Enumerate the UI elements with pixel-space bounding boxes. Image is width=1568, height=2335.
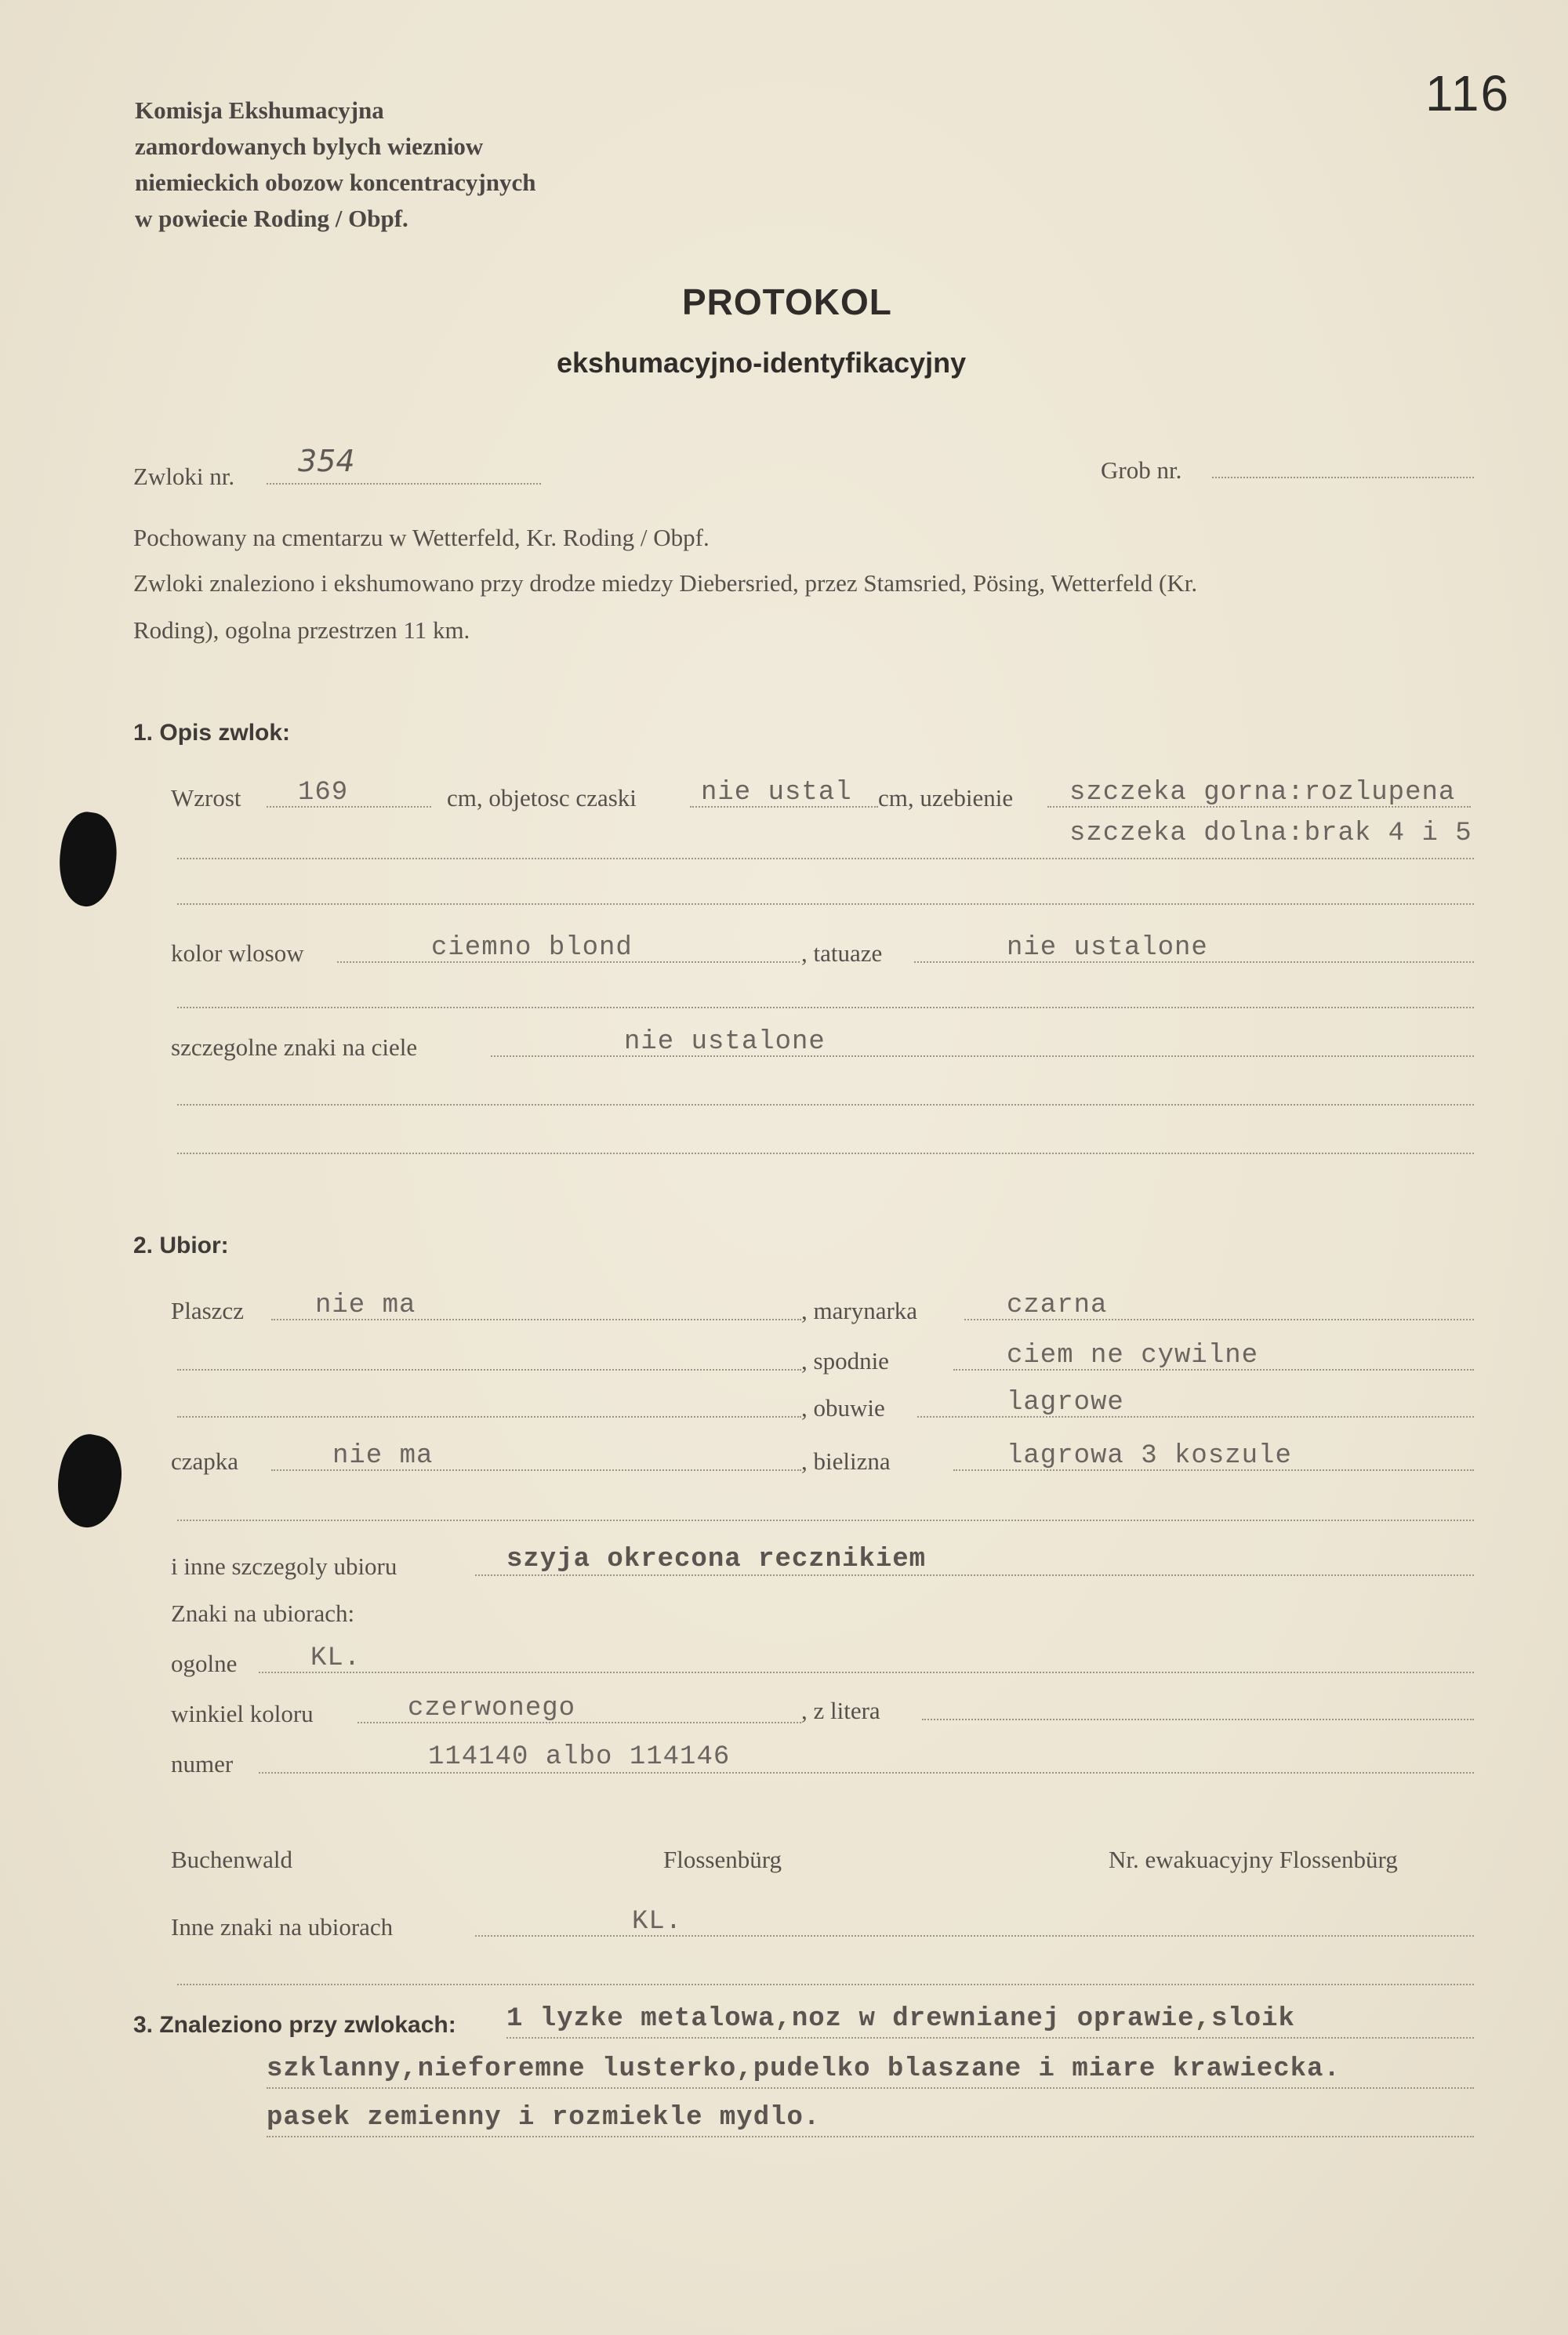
pochowany-text: Pochowany na cmentarzu w Wetterfeld, Kr. Roding / Obpf. [133,524,710,551]
zwloki-value: 354 [298,444,355,478]
inne-szczegoly-dotline [475,1574,1474,1576]
inne-znaki-blank-line [177,1984,1474,1985]
nr-ewakuacyjny-label: Nr. ewakuacyjny Flossenbürg [1109,1846,1398,1873]
znaki-ciele-value: nie ustalone [624,1027,826,1057]
marynarka-label: , marynarka [801,1297,918,1324]
inne-znaki-label: Inne znaki na ubiorach [171,1913,394,1941]
obuwie-dotline [917,1416,1474,1418]
plaszcz-value: nie ma [315,1291,416,1320]
wzrost-dotline [267,806,431,808]
winkiel-label: winkiel koloru [171,1700,314,1727]
obuwie-label: , obuwie [801,1394,885,1422]
section3-heading: 3. Znaleziono przy zwlokach: [133,2012,456,2038]
numer-value: 114140 albo 114146 [428,1742,731,1772]
objetosc-label: cm, objetosc czaski [447,784,637,812]
uzebienie-label: cm, uzebienie [878,784,1014,812]
ogolne-value: KL. [310,1643,361,1673]
inne-znaki-value: KL. [632,1907,683,1937]
org-line-4: w powiecie Roding / Obpf. [135,205,408,232]
numer-label: numer [171,1750,234,1778]
tatuaze-label: , tatuaze [801,939,883,967]
document-subtitle: ekshumacyjno-identyfikacyjny [557,347,967,379]
znaki-blank-line-1 [177,1104,1474,1106]
czapka-label: czapka [171,1447,239,1475]
opis-blank-line-1 [177,858,1474,859]
org-line-2: zamordowanych bylych wiezniow [135,133,484,160]
znaki-ciele-label: szczegolne znaki na ciele [171,1033,418,1061]
ink-stain-bottom [49,1429,130,1533]
buchenwald-label: Buchenwald [171,1846,292,1873]
znaleziono-dotline-2 [267,2087,1474,2089]
czapka-value: nie ma [332,1441,434,1471]
wzrost-label: Wzrost [171,784,241,812]
tatuaze-value: nie ustalone [1007,933,1208,963]
znaleziono-value-1: 1 lyzke metalowa,noz w drewnianej oprawie,sloik [506,2004,1295,2034]
org-line-3: niemieckich obozow koncentracyjnych [135,169,536,196]
z-litera-label: , z litera [801,1697,880,1724]
opis-blank-line-2 [177,903,1474,905]
znaleziono-text-1: Zwloki znaleziono i ekshumowano przy drodze miedzy Diebersried, przez Stamsried, Pösing, Wetterfeld (Kr. [133,569,1198,597]
zwloki-label: Zwloki nr. [133,463,235,490]
zwloki-dotline [267,483,541,485]
winkiel-value: czerwonego [408,1694,576,1723]
org-line-1: Komisja Ekshumacyjna [135,96,384,124]
wzrost-value: 169 [298,778,349,808]
czaszka-value: nie ustal [701,778,852,808]
uzebienie-value-1: szczeka gorna:rozlupena [1069,778,1456,808]
grob-dotline [1212,477,1474,478]
znaki-blank-line-2 [177,1153,1474,1154]
spodnie-left-dotline [177,1369,801,1371]
inne-szczegoly-label: i inne szczegoly ubioru [171,1552,397,1580]
inne-znaki-dotline [475,1935,1474,1937]
znaleziono-dotline-1 [506,2037,1474,2039]
obuwie-value: lagrowe [1007,1388,1124,1418]
obuwie-left-dotline [177,1416,801,1418]
znaleziono-text-2: Roding), ogolna przestrzen 11 km. [133,616,470,644]
section2-heading: 2. Ubior: [133,1233,229,1258]
znaleziono-value-3: pasek zemienny i rozmiekle mydlo. [267,2103,821,2133]
znaki-na-ubiorach-label: Znaki na ubiorach: [171,1600,355,1627]
numer-dotline [259,1772,1474,1774]
ogolne-dotline [259,1672,1474,1673]
z-litera-dotline [922,1719,1474,1720]
ubior-blank-line [177,1520,1474,1521]
section1-heading: 1. Opis zwlok: [133,720,291,746]
marynarka-value: czarna [1007,1291,1108,1320]
grob-label: Grob nr. [1101,456,1182,484]
org-header [135,93,535,237]
document-title: PROTOKOL [682,281,892,322]
plaszcz-label: Plaszcz [171,1297,244,1324]
page-number: 116 [1425,65,1511,122]
spodnie-label: , spodnie [801,1347,889,1374]
kolor-blank-line [177,1007,1474,1008]
bielizna-value: lagrowa 3 koszule [1007,1441,1292,1471]
ink-stain-top [53,809,122,910]
uzebienie-value-2: szczeka dolna:brak 4 i 5 [1069,819,1472,848]
kolor-value: ciemno blond [431,933,633,963]
spodnie-value: ciem ne cywilne [1007,1341,1259,1371]
flossenburg-label: Flossenbürg [663,1846,782,1873]
inne-szczegoly-value: szyja okrecona recznikiem [506,1545,927,1574]
ogolne-label: ogolne [171,1650,238,1677]
znaleziono-value-2: szklanny,nieforemne lusterko,pudelko blaszane i miare krawiecka. [267,2054,1341,2084]
bielizna-label: , bielizna [801,1447,891,1475]
kolor-label: kolor wlosow [171,939,304,967]
znaleziono-dotline-3 [267,2136,1474,2137]
